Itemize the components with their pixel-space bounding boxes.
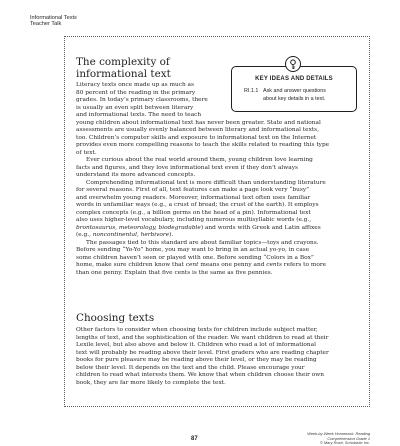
section-title-choosing-texts: Choosing texts — [76, 312, 155, 324]
page-number: 87 — [191, 436, 198, 442]
key-icon — [285, 56, 301, 72]
paragraph-3: Comprehending informational text is more difficult than understanding literature for several reasons. First of all, text features can make a page look very “busy” and overwhelm young readers. Moreover, informational text often uses familiar words in unfamiliar ways (e.g., a crust of bread; the crust of the earth). It employs complex concepts (e.g., a billion germs on the head of a pin). Informational text also uses higher-level vocabulary, including numerous multisyllabic words (e.g., brontosaurus, meteorology, biodegradable) and words with Greek and Latin affixes (e.g., noncontinental, herbivore). — [76, 179, 326, 238]
paragraph-choosing-texts: Other factors to consider when choosing texts for children include subject matter, lengths of text, and the sophistication of the reader. We want children to read at their Lexile level, but also above and below it. Children who read a lot of informational text will probably be reading above their level. First graders who are reading chapter books for pure pleasure may be reading above their level, or they may be reading below their level. It depends on the text and the child. Please encourage your children to read what interests them. We know that when children choose their own book, they are far more likely to complete the text. — [76, 327, 329, 386]
copyright-footer: Week-by-Week Homework: Reading Comprehension Grade 1 © Mary Rose, Scholastic Inc. — [307, 431, 370, 446]
section-title-complexity: The complexity of informational text — [76, 56, 171, 80]
paragraph-2: Ever curious about the real world around them, young children love learning facts and figures, and they love informational text even if they don’t always understand its more advanced concepts. — [76, 157, 313, 178]
paragraph-1-narrow: Literacy texts once made up as much as 80 percent of the reading in the primary grades. In today’s primary classrooms, there is usually an even split between literary and informational texts. The need to teach — [76, 82, 208, 118]
paragraph-4: The passages tied to this standard are about familiar topics—toys and crayons. Before sending “Yo-Yo” home, you may want to bring in an actual yo-yo, in case some children haven’t seen or played with one. Before sending “Colors in a Box” home, make sure children know that cent means one penny and cents refers to more than one penny. Explain that five cents is the same as five pennies. — [76, 239, 327, 276]
running-header — [30, 15, 77, 28]
callout-title: KEY IDEAS AND DETAILS — [255, 76, 333, 82]
standard-description: Ask and answer questions about key details in a text. — [263, 88, 326, 102]
key-ideas-callout — [231, 66, 357, 112]
standard-code: RI.1.1 — [244, 88, 259, 94]
paragraph-1-wide: young children about informational text has never been greater. State and national assessments are usually evenly balanced between literary and informational texts, too. Children’s computer skills and exposure to informational text on the Internet provides even more compelling reasons to teach the skills related to reading this type of text. — [76, 119, 330, 156]
header-line-1: Informational Texts — [30, 15, 77, 21]
header-line-2: Teacher Talk — [30, 21, 62, 28]
